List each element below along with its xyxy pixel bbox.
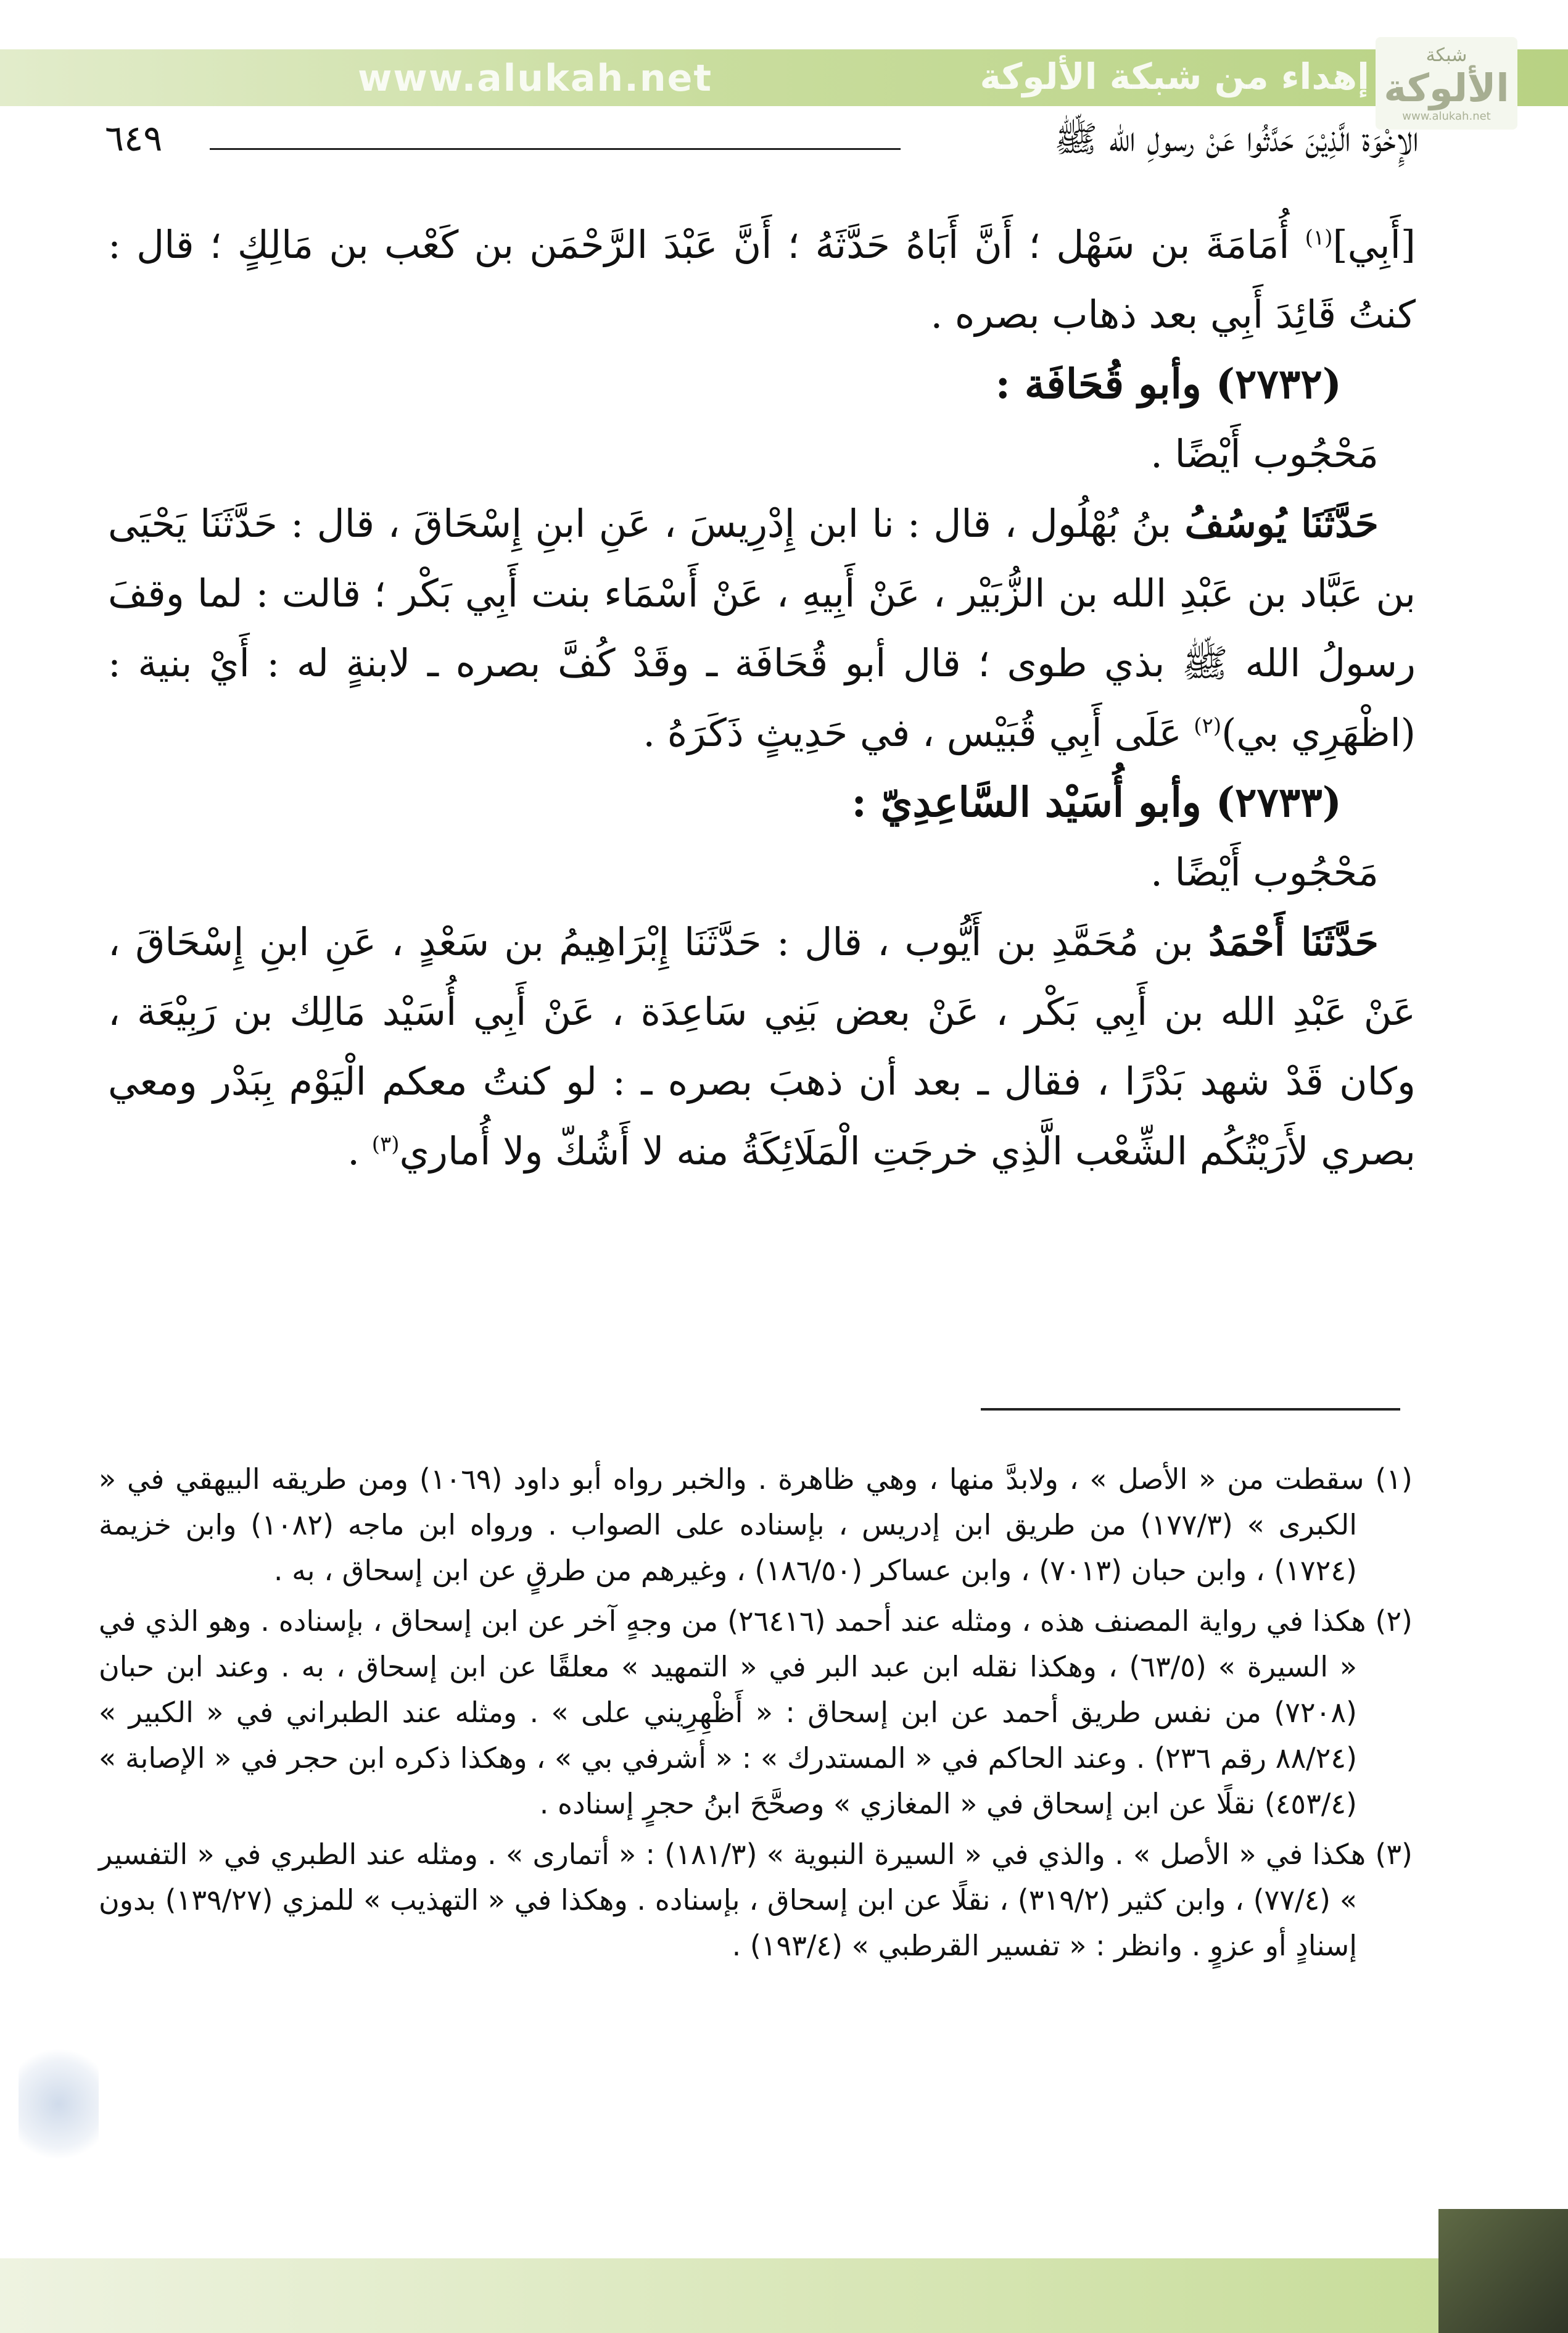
hadith-2732-text: بنُ بُهْلُول ، قال : نا ابن إِدْرِيسَ ، عَنِ ابنِ إِسْحَاقَ ، قال : حَدَّثَنَا يَحْيَى بن عَبَّاد بن عَبْدِ الله بن الزُّبَيْر ، عَنْ أَبِيهِ ، عَنْ أَسْمَاء بنت أَبِي بَكْر ؛ قالت : لما وقفَ رسولُ الله ﷺ بذي طوى ؛ قال أبو قُحَافَة ـ وقَدْ كُفَّ بصره ـ لابنةٍ له : أَيْ بنية : (اظْهَرِي بي) (108, 501, 1416, 755)
main-text (108, 210, 1416, 1186)
entry-heading-2732: (٢٧٣٢) وأبو قُحَافَة : (995, 360, 1342, 408)
header-title: الإِخْوَة الَّذِيْنَ حَدَّثُوا عَنْ رسولِ الله ﷺ (1054, 118, 1419, 160)
hadith-2733 (108, 907, 1416, 1186)
paragraph-intro-text: أُمَامَةَ بن سَهْل ؛ أَنَّ أَبَاهُ حَدَّثَهُ ؛ أَنَّ عَبْدَ الرَّحْمَن بن كَعْب بن مَالِكٍ ؛ قال : كنتُ قَائِدَ أَبِي بعد ذهاب بصره . (108, 222, 1416, 337)
bottom-band (0, 2258, 1568, 2333)
footnote-ref-1: (١) (1305, 225, 1333, 251)
footnotes (99, 1456, 1413, 1973)
footnote-2: (٢) هكذا في رواية المصنف هذه ، ومثله عند أحمد (٢٦٤١٦) من وجهٍ آخر عن ابن إسحاق ، بإسناده . وهو الذي في « السيرة » (٦٣/٥) ، وهكذا نقله ابن عبد البر في « التمهيد » معلقًا عن ابن إسحاق ، به . وعند ابن حبان (٧٢٠٨) من نفس طريق أحمد عن ابن إسحاق : « أَظْهِرِيني على » . ومثله عند الطبراني في « الكبير » (٨٨/٢٤ رقم ٢٣٦) . وعند الحاكم في « المستدرك » : « أشرفي بي » ، وهكذا ذكره ابن حجر في « الإصابة » (٤٥٣/٤) نقلًا عن ابن إسحاق في « المغازي » وصحَّحَ ابنُ حجرٍ إسناده . (99, 1604, 1413, 1820)
running-header (105, 117, 1419, 173)
footnote-ref-3: (٣) (371, 1132, 400, 1157)
site-logo (1376, 37, 1517, 130)
bracketed-insertion: [أَبِي] (1332, 222, 1416, 267)
page-number: ٦٤٩ (105, 117, 163, 159)
hadith-2733-lead: حَدَّثَنَا أَحْمَدُ (1208, 919, 1379, 964)
logo-url-text: www.alukah.net (1402, 110, 1491, 123)
footnote-ref-2: (٢) (1194, 713, 1222, 739)
entry-note-2732: مَحْجُوب أَيْضًا . (1150, 431, 1379, 476)
logo-main-text: الألوكة (1384, 65, 1509, 110)
hadith-2732-tail: عَلَى أَبِي قُبَيْس ، في حَدِيثٍ ذَكَرَهُ . (643, 710, 1194, 755)
banner-url: www.alukah.net (358, 57, 713, 100)
entry-heading-2733: (٢٧٣٣) وأبو أُسَيْد السَّاعِدِيّ : (851, 778, 1342, 826)
hadith-2733-text: بن مُحَمَّدِ بن أَيُّوب ، قال : حَدَّثَنَا إِبْرَاهِيمُ بن سَعْدٍ ، عَنِ ابنِ إِسْحَاقَ ، عَنْ عَبْدِ الله بن أَبِي بَكْر ، عَنْ بعض بَنِي سَاعِدَة ، عَنْ أَبِي أُسَيْد مَالِك بن رَبِيْعَة ، وكان قَدْ شهد بَدْرًا ، فقال ـ بعد أن ذهبَ بصره ـ : لو كنتُ معكم الْيَوْم بِبَدْر ومعي بصري لأَرَيْتُكُم الشِّعْب الَّذِي خرجَتِ الْمَلَائِكَةُ منه لا أَشُكّ ولا أُماري (108, 919, 1416, 1174)
hadith-2733-tail: . (347, 1129, 372, 1174)
corner-watermark (19, 2049, 99, 2172)
paragraph-intro (108, 210, 1416, 349)
hadith-2732 (108, 489, 1416, 768)
footnote-1: (١) سقطت من « الأصل » ، ولابدَّ منها ، وهي ظاهرة . والخبر رواه أبو داود (١٠٦٩) ومن طريقه البيهقي في « الكبرى » (١٧٧/٣) من طريق ابن إدريس ، بإسناده على الصواب . ورواه ابن ماجه (١٠٨٢) وابن خزيمة (١٧٢٤) ، وابن حبان (٧٠١٣) ، وابن عساكر (١٨٦/٥٠) ، وغيرهم من طرقٍ عن ابن إسحاق ، به . (99, 1462, 1413, 1587)
footnote-3: (٣) هكذا في « الأصل » . والذي في « السيرة النبوية » (١٨١/٣) : « أتماری » . ومثله عند الطبري في « التفسير » (٧٧/٤) ، وابن كثير (٣١٩/٢) ، نقلًا عن ابن إسحاق ، بإسناده . وهكذا في « التهذيب » للمزي (١٣٩/٢٧) بدون إسنادٍ أو عزوٍ . وانظر : « تفسير القرطبي » (١٩٣/٤) . (99, 1838, 1413, 1962)
footnote-separator (981, 1408, 1400, 1411)
banner-text: إهداء من شبكة الألوكة (980, 56, 1369, 97)
hadith-2732-lead: حَدَّثَنَا يُوسُفُ (1184, 501, 1379, 546)
entry-note-2733: مَحْجُوب أَيْضًا . (1150, 850, 1379, 895)
header-rule (210, 148, 901, 150)
logo-top-text: شبكة (1426, 44, 1467, 66)
page-corner-shadow (1438, 2209, 1568, 2333)
